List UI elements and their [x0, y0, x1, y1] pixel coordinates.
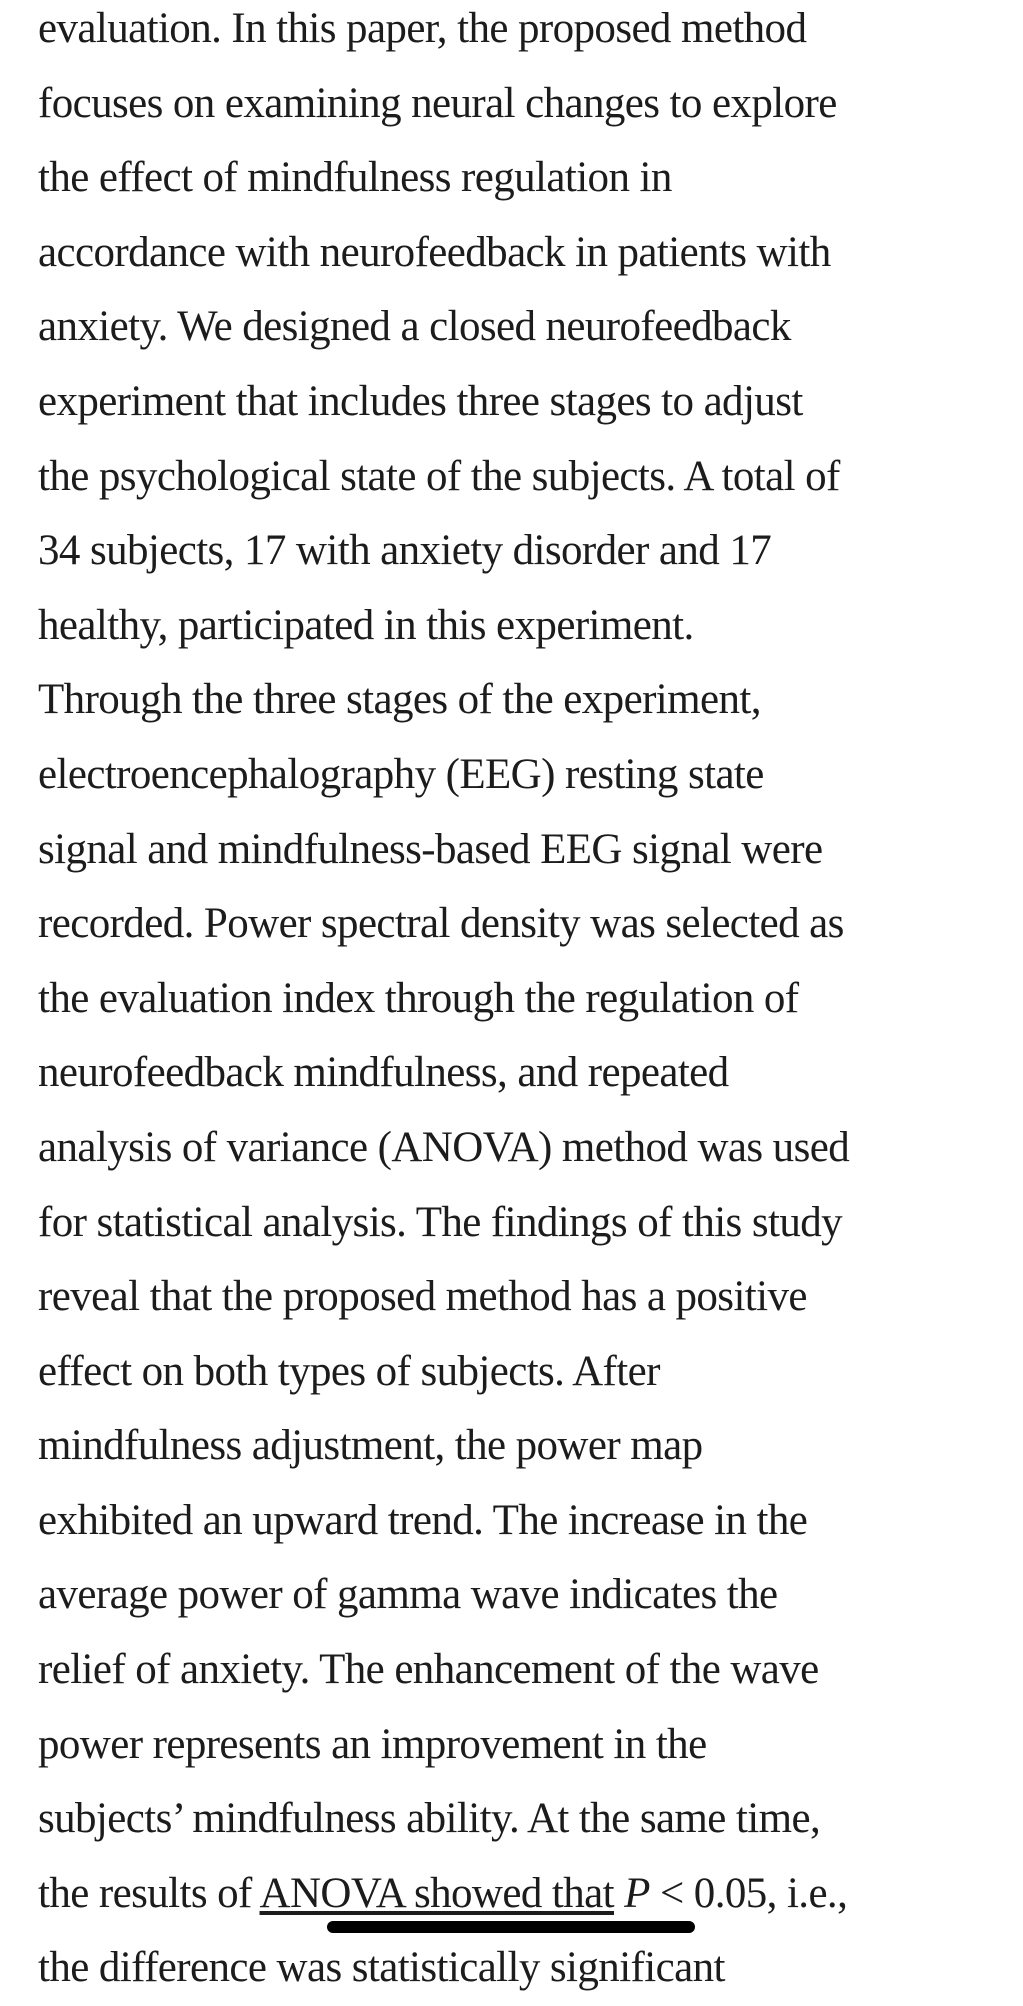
abstract-segment: healthy, participated in this experiment. — [38, 601, 694, 649]
abstract-line — [38, 1036, 995, 1111]
abstract-line — [38, 1708, 995, 1783]
abstract-segment: relief of anxiety. The enhancement of the wave — [38, 1646, 819, 1694]
abstract-segment: analysis of variance (ANOVA) method was used — [38, 1123, 850, 1171]
abstract-segment: < 0.05, i.e., — [649, 1869, 848, 1917]
abstract-segment: the evaluation index through the regulation of — [38, 974, 799, 1022]
abstract-segment: accordance with neurofeedback in patients with — [38, 228, 831, 276]
abstract-segment: for statistical analysis. The findings of this study — [38, 1198, 843, 1246]
abstract-segment: electroencephalography (EEG) resting state — [38, 750, 764, 798]
abstract-line — [38, 962, 995, 1037]
abstract-line — [38, 1186, 995, 1261]
abstract-segment: 34 subjects, 17 with anxiety disorder and 17 — [38, 527, 772, 575]
abstract-segment: the results of — [38, 1869, 260, 1917]
abstract-segment-italic: P — [624, 1869, 650, 1917]
abstract-segment: average power of gamma wave indicates the — [38, 1571, 778, 1619]
abstract-line — [38, 0, 995, 67]
abstract-segment: evaluation. In this paper, the proposed method — [38, 5, 807, 52]
abstract-line — [38, 67, 995, 142]
abstract-line — [38, 1335, 995, 1410]
abstract-line — [38, 1558, 995, 1633]
abstract-line — [38, 663, 995, 738]
abstract-segment: signal and mindfulness-based EEG signal were — [38, 825, 823, 873]
abstract-line — [38, 589, 995, 664]
abstract-line-partial — [38, 1931, 995, 2006]
abstract-segment-underline: ANOVA showed that — [259, 1869, 615, 1917]
abstract-segment: the difference was statistically significant — [38, 1944, 725, 1992]
abstract-segment: anxiety. We designed a closed neurofeedback — [38, 303, 791, 351]
abstract-line — [38, 440, 995, 515]
abstract-line — [38, 514, 995, 589]
abstract-segment: mindfulness adjustment, the power map — [38, 1422, 703, 1470]
abstract-line — [38, 141, 995, 216]
abstract-segment: the effect of mindfulness regulation in — [38, 154, 672, 202]
abstract-line — [38, 1111, 995, 1186]
abstract-segment: neurofeedback mindfulness, and repeated — [38, 1049, 729, 1097]
abstract-segment: effect on both types of subjects. After — [38, 1347, 660, 1395]
abstract-segment: Through the three stages of the experiment, — [38, 676, 761, 724]
abstract-line — [38, 1484, 995, 1559]
abstract-segment: focuses on examining neural changes to explore — [38, 79, 837, 127]
abstract-segment: power represents an improvement in the — [38, 1720, 707, 1768]
abstract-segment: recorded. Power spectral density was selected as — [38, 900, 844, 948]
abstract-line — [38, 738, 995, 813]
abstract-line — [38, 1260, 995, 1335]
home-indicator[interactable] — [327, 1921, 695, 1933]
abstract-segment: exhibited an upward trend. The increase in the — [38, 1496, 808, 1544]
abstract-line — [38, 813, 995, 888]
abstract-line — [38, 1409, 995, 1484]
abstract-line — [38, 290, 995, 365]
abstract-line — [38, 365, 995, 440]
abstract-segment: subjects’ mindfulness ability. At the same time, — [38, 1795, 821, 1843]
abstract-segment: experiment that includes three stages to adjust — [38, 377, 803, 425]
abstract-line — [38, 1782, 995, 1857]
abstract-line — [38, 1633, 995, 1708]
abstract-segment: reveal that the proposed method has a positive — [38, 1273, 807, 1321]
abstract-line — [38, 887, 995, 962]
abstract-segment: the psychological state of the subjects. A total of — [38, 452, 840, 500]
abstract-line — [38, 216, 995, 291]
abstract-segment — [614, 1870, 624, 1917]
